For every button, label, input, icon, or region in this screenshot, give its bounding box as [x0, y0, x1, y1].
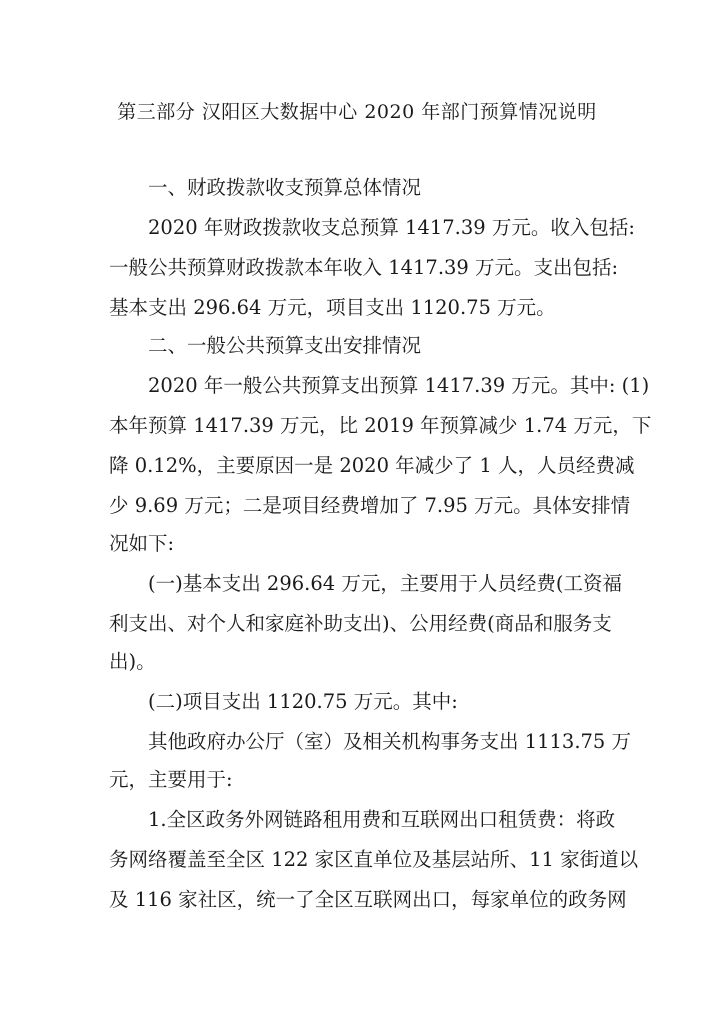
paragraph-line: (二)项目支出 1120.75 万元。其中:	[148, 690, 458, 713]
paragraph-line: 2020 年一般公共预算支出预算 1417.39 万元。其中: (1)	[148, 374, 650, 397]
paragraph-line: 元，主要用于:	[109, 768, 233, 791]
paragraph-line: 利支出、对个人和家庭补助支出)、公用经费(商品和服务支	[109, 612, 612, 635]
document-title: 第三部分 汉阳区大数据中心 2020 年部门预算情况说明	[117, 101, 597, 123]
paragraph-line: 基本支出 296.64 万元，项目支出 1120.75 万元。	[109, 296, 556, 319]
paragraph-line: (一)基本支出 296.64 万元，主要用于人员经费(工资福	[148, 572, 622, 595]
paragraph-line: 降 0.12%，主要原因一是 2020 年减少了 1 人，人员经费减	[109, 454, 635, 477]
section-heading-1: 一、财政拨款收支预算总体情况	[148, 176, 422, 199]
paragraph-line: 务网络覆盖至全区 122 家区直单位及基层站所、11 家街道以	[109, 848, 639, 871]
paragraph-line: 其他政府办公厅（室）及相关机构事务支出 1113.75 万	[148, 730, 632, 753]
section-heading-2: 二、一般公共预算支出安排情况	[148, 334, 422, 357]
paragraph-line: 1.全区政务外网链路租用费和互联网出口租赁费：将政	[148, 808, 616, 831]
paragraph-line: 况如下:	[109, 532, 175, 555]
paragraph-line: 2020 年财政拨款收支总预算 1417.39 万元。收入包括:	[148, 216, 635, 239]
paragraph-line: 本年预算 1417.39 万元，比 2019 年预算减少 1.74 万元，下	[109, 414, 652, 437]
paragraph-line: 出)。	[109, 650, 156, 673]
paragraph-line: 及 116 家社区，统一了全区互联网出口，每家单位的政务网	[109, 888, 627, 911]
paragraph-line: 一般公共预算财政拨款本年收入 1417.39 万元。支出包括:	[109, 256, 619, 279]
paragraph-line: 少 9.69 万元；二是项目经费增加了 7.95 万元。具体安排情	[109, 494, 631, 517]
